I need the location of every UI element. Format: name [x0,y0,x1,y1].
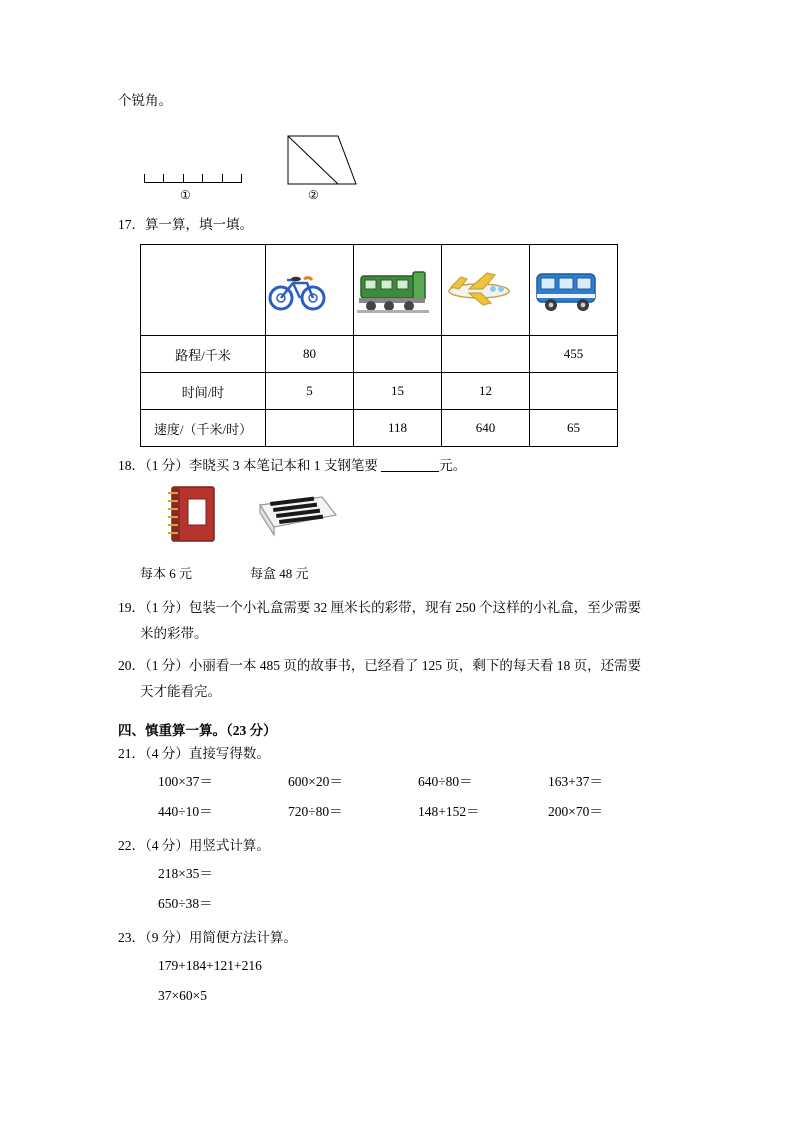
ruler-figure [144,172,242,184]
vehicle-table [140,244,618,447]
section-4-title: 四、慎重算一算。（23 分） [118,723,277,738]
q17-text: 算一算，填一填。 [145,217,253,232]
cell-value: 640 [442,410,530,447]
q20-line1: 小丽看一本 485 页的故事书，已经看了 125 页，剩下的每天看 18 页，还需要 [188,658,642,673]
table-row-pictures [141,245,618,336]
q21-row-1 [158,767,678,797]
q22-item-2: 650÷38＝ [158,896,213,911]
q21-score: （4 分） [145,746,189,761]
q20-line2: 天才能看完。 [140,684,221,699]
cell-value: 118 [354,410,442,447]
calc-item: 640÷80＝ [418,774,473,789]
q22-text: 用竖式计算。 [188,838,270,853]
calc-item: 163+37＝ [548,774,603,789]
figures-row [118,118,678,212]
q19-line1: 包装一个小礼盒需要 32 厘米长的彩带，现有 250 个这样的小礼盒，至少需要 [188,600,642,615]
price-labels [140,563,678,582]
row-header-distance: 路程/千米 [141,336,266,373]
table-row [141,336,618,373]
q22-score: （4 分） [145,838,189,853]
price-notebook: 每本 6 元 [140,566,193,581]
cell-bicycle-icon [266,245,354,336]
cell-value [442,336,530,373]
question-18 [118,453,678,479]
calc-item: 440÷10＝ [158,804,213,819]
cell-value [266,410,354,447]
figure-label-1: ① [180,188,191,202]
calc-item: 200×70＝ [548,804,603,819]
q19-number: 19． [118,600,145,615]
cell-value: 5 [266,373,354,410]
cell-value: 15 [354,373,442,410]
question-22 [118,833,678,859]
goods-figures [140,483,678,565]
cell-value: 65 [530,410,618,447]
q19-line2: 米的彩带。 [140,626,208,641]
q20-number: 20． [118,658,145,673]
cell-value: 80 [266,336,354,373]
calc-item: 100×37＝ [158,774,213,789]
answer-blank[interactable] [381,457,439,472]
row-header-speed: 速度/（千米/时） [141,410,266,447]
cell-airplane-icon [442,245,530,336]
q19-score: （1 分） [145,600,189,615]
q21-number: 21． [118,746,145,761]
row-header-time: 时间/时 [141,373,266,410]
notebook-icon [162,483,220,545]
cell-empty-corner [141,245,266,336]
question-21 [118,741,678,767]
q17-number: 17． [118,217,145,232]
question-20-line2 [140,679,678,705]
q21-row-2 [158,797,678,827]
calc-item: 600×20＝ [288,774,343,789]
figure-label-2: ② [308,188,319,202]
top-text: 个锐角。 [118,93,172,108]
q20-score: （1 分） [145,658,189,673]
question-19-line2 [140,621,678,647]
table-row [141,373,618,410]
cell-bus-icon [530,245,618,336]
question-17 [118,212,678,238]
cell-value: 455 [530,336,618,373]
question-20 [118,653,678,679]
table-row [141,410,618,447]
cell-value [354,336,442,373]
q23-item-2: 37×60×5 [158,988,207,1003]
q21-text: 直接写得数。 [188,746,270,761]
cell-train-icon [354,245,442,336]
q18-score: （1 分） [145,458,189,473]
q23-text: 用简便方法计算。 [188,930,297,945]
page-content [118,88,678,1011]
q23-item-1: 179+184+121+216 [158,958,262,973]
cell-value [530,373,618,410]
price-pen: 每盒 48 元 [250,566,309,581]
q23-score: （9 分） [145,930,189,945]
q23-number: 23． [118,930,145,945]
question-19 [118,595,678,621]
cell-value: 12 [442,373,530,410]
calc-item: 720÷80＝ [288,804,343,819]
q22-item-1: 218×35＝ [158,866,213,881]
q18-text: 李晓买 3 本笔记本和 1 支钢笔要 [188,458,378,473]
q18-number: 18． [118,458,145,473]
q18-text-after: 元。 [439,458,467,473]
calc-item: 148+152＝ [418,804,480,819]
pen-box-icon [252,493,338,541]
question-23 [118,925,678,951]
quadrilateral-figure [286,134,358,186]
q22-number: 22． [118,838,145,853]
